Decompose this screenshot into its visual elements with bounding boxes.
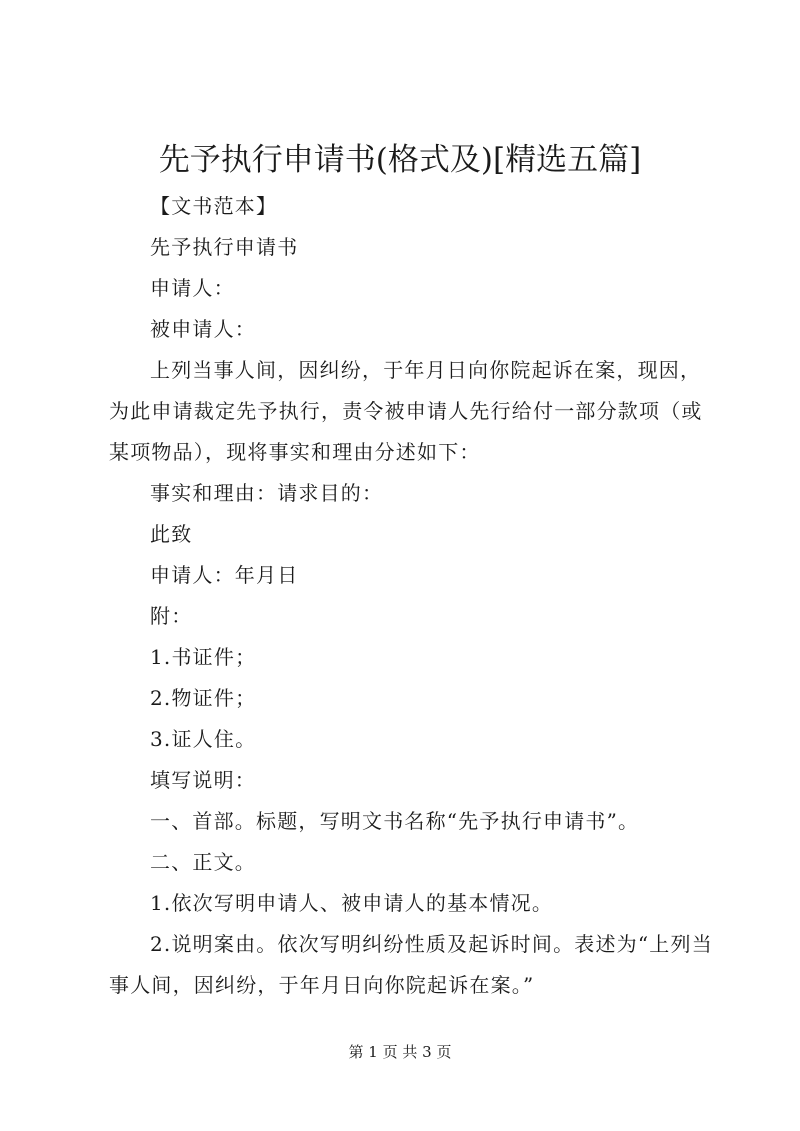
paragraph-statement: 上列当事人间，因纠纷，于年月日向你院起诉在案，现因，为此申请裁定先予执行，责令被申请人先行给付一部分款项（或某项物品），现将事实和理由分述如下： xyxy=(109,358,703,464)
paragraph-instruction-header: 一、首部。标题，写明文书名称“先予执行申请书”。 xyxy=(150,809,640,833)
paragraph-salutation: 此致 xyxy=(150,522,193,546)
paragraph-attachments-label: 附： xyxy=(150,604,193,628)
paragraph-attachment-3: 3.证人住。 xyxy=(150,727,257,751)
paragraph-instructions-label: 填写说明： xyxy=(150,768,256,792)
paragraph-instruction-body-2: 2.说明案由。依次写明纠纷性质及起诉时间。表述为“上列当事人间，因纠纷，于年月日向你院起诉在案。” xyxy=(109,932,713,997)
paragraph-form-name: 先予执行申请书 xyxy=(150,235,299,259)
paragraph-attachment-2: 2.物证件； xyxy=(150,686,257,710)
paragraph-instruction-body-1: 1.依次写明申请人、被申请人的基本情况。 xyxy=(150,891,554,915)
paragraph-respondent: 被申请人： xyxy=(150,317,256,341)
paragraph-applicant: 申请人： xyxy=(150,276,235,300)
document-title: 先予执行申请书(格式及)[精选五篇] xyxy=(158,142,642,178)
page-footer: 第 1 页 共 3 页 xyxy=(348,1043,452,1061)
paragraph-section-label: 【文书范本】 xyxy=(150,194,278,218)
paragraph-signature-date: 申请人：年月日 xyxy=(150,563,299,587)
paragraph-instruction-body: 二、正文。 xyxy=(150,850,256,874)
document-body xyxy=(109,186,719,1006)
paragraph-facts-reasons: 事实和理由：请求目的： xyxy=(150,481,384,505)
paragraph-attachment-1: 1.书证件； xyxy=(150,645,257,669)
